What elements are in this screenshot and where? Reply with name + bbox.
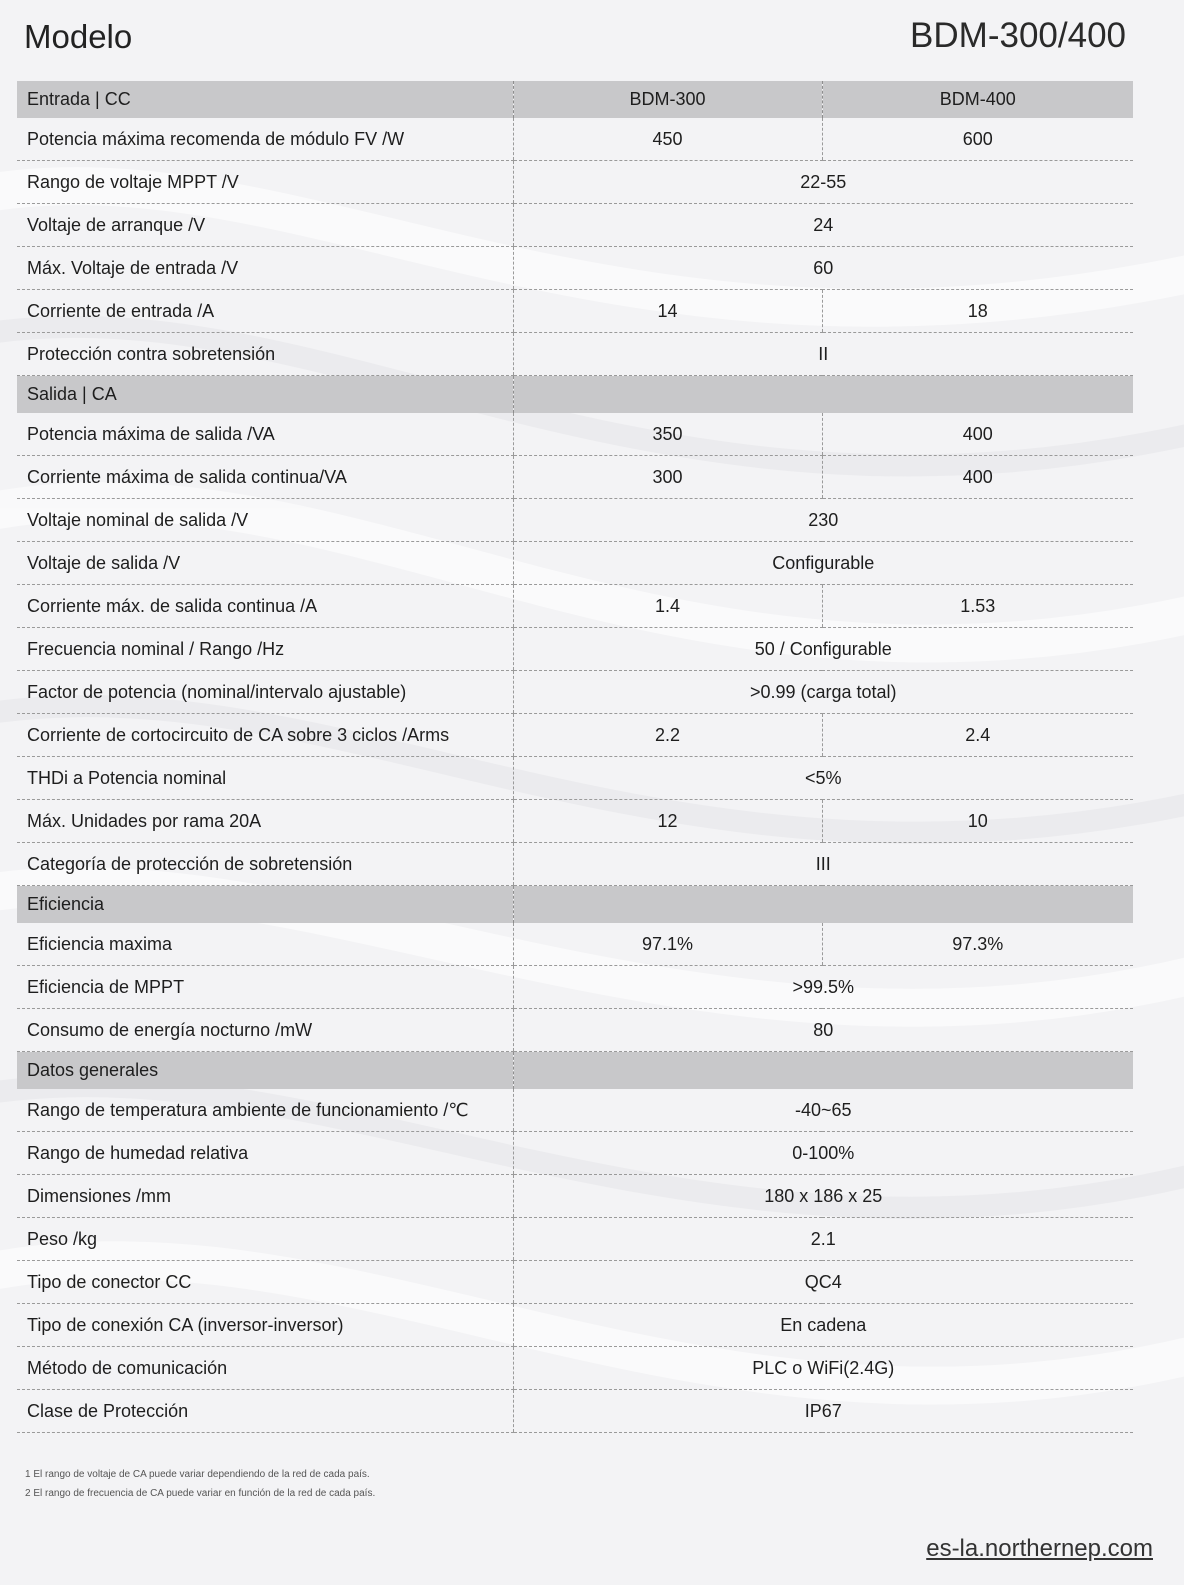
spec-row <box>17 923 1133 966</box>
spec-value: Configurable <box>513 542 1133 585</box>
spec-value: 50 / Configurable <box>513 628 1133 671</box>
spec-value: 400 <box>822 456 1133 499</box>
spec-row <box>17 843 1133 886</box>
spec-value: 300 <box>513 456 822 499</box>
spec-label: Frecuencia nominal / Rango /Hz <box>17 628 513 671</box>
spec-row <box>17 1132 1133 1175</box>
spec-label: Categoría de protección de sobretensión <box>17 843 513 886</box>
spec-value: IP67 <box>513 1390 1133 1433</box>
spec-label: Tipo de conexión CA (inversor-inversor) <box>17 1304 513 1347</box>
spec-value: 1.53 <box>822 585 1133 628</box>
section-header <box>17 1052 1133 1090</box>
spec-row <box>17 757 1133 800</box>
spec-row <box>17 1261 1133 1304</box>
spec-label: Voltaje de arranque /V <box>17 204 513 247</box>
spec-row <box>17 499 1133 542</box>
spec-value: 2.4 <box>822 714 1133 757</box>
spec-label: Dimensiones /mm <box>17 1175 513 1218</box>
spec-row <box>17 118 1133 161</box>
spec-row <box>17 1347 1133 1390</box>
page-title: Modelo <box>24 18 133 55</box>
spec-value: 180 x 186 x 25 <box>513 1175 1133 1218</box>
spec-value: 80 <box>513 1009 1133 1052</box>
column-header: BDM-400 <box>822 81 1133 118</box>
spec-value: 350 <box>513 413 822 456</box>
spec-label: Máx. Unidades por rama 20A <box>17 800 513 843</box>
section-blank <box>513 1052 1133 1090</box>
spec-label: Corriente máx. de salida continua /A <box>17 585 513 628</box>
spec-label: Eficiencia maxima <box>17 923 513 966</box>
section-header <box>17 376 1133 414</box>
spec-value: 400 <box>822 413 1133 456</box>
spec-label: Eficiencia de MPPT <box>17 966 513 1009</box>
section-blank <box>513 886 1133 924</box>
footnote: 1 El rango de voltaje de CA puede variar dependiendo de la red de cada país. <box>25 1469 370 1480</box>
spec-label: Corriente máxima de salida continua/VA <box>17 456 513 499</box>
spec-label: Voltaje nominal de salida /V <box>17 499 513 542</box>
spec-value: -40~65 <box>513 1089 1133 1132</box>
spec-label: Factor de potencia (nominal/intervalo ajustable) <box>17 671 513 714</box>
spec-table <box>17 81 1133 1433</box>
section-title: Salida | CA <box>17 376 513 414</box>
spec-value: <5% <box>513 757 1133 800</box>
spec-value: 450 <box>513 118 822 161</box>
spec-row <box>17 714 1133 757</box>
spec-value: PLC o WiFi(2.4G) <box>513 1347 1133 1390</box>
spec-value: 10 <box>822 800 1133 843</box>
footnotes <box>25 1465 375 1503</box>
spec-value: En cadena <box>513 1304 1133 1347</box>
spec-row <box>17 800 1133 843</box>
spec-value: 24 <box>513 204 1133 247</box>
spec-label: Clase de Protección <box>17 1390 513 1433</box>
spec-row <box>17 1009 1133 1052</box>
spec-row <box>17 413 1133 456</box>
spec-row <box>17 456 1133 499</box>
spec-label: Rango de humedad relativa <box>17 1132 513 1175</box>
spec-value: 1.4 <box>513 585 822 628</box>
spec-label: Máx. Voltaje de entrada /V <box>17 247 513 290</box>
spec-label: Rango de voltaje MPPT /V <box>17 161 513 204</box>
spec-row <box>17 290 1133 333</box>
spec-value: QC4 <box>513 1261 1133 1304</box>
spec-row <box>17 247 1133 290</box>
section-title: Entrada | CC <box>17 81 513 118</box>
spec-row <box>17 1218 1133 1261</box>
spec-row <box>17 628 1133 671</box>
section-title: Eficiencia <box>17 886 513 924</box>
spec-label: Consumo de energía nocturno /mW <box>17 1009 513 1052</box>
spec-row <box>17 542 1133 585</box>
spec-label: Voltaje de salida /V <box>17 542 513 585</box>
section-title: Datos generales <box>17 1052 513 1090</box>
section-blank <box>513 376 1133 414</box>
section-header <box>17 81 1133 118</box>
spec-row <box>17 161 1133 204</box>
spec-row <box>17 1390 1133 1433</box>
spec-label: Corriente de cortocircuito de CA sobre 3 ciclos /Arms <box>17 714 513 757</box>
spec-value: 97.1% <box>513 923 822 966</box>
spec-value: 2.1 <box>513 1218 1133 1261</box>
spec-row <box>17 671 1133 714</box>
spec-label: Peso /kg <box>17 1218 513 1261</box>
website-link[interactable]: es-la.northernep.com <box>926 1535 1153 1562</box>
spec-value: 22-55 <box>513 161 1133 204</box>
spec-row <box>17 1175 1133 1218</box>
spec-value: >99.5% <box>513 966 1133 1009</box>
spec-value: 97.3% <box>822 923 1133 966</box>
spec-row <box>17 585 1133 628</box>
section-header <box>17 886 1133 924</box>
spec-label: Rango de temperatura ambiente de funcionamiento /℃ <box>17 1089 513 1132</box>
spec-row <box>17 333 1133 376</box>
spec-value: II <box>513 333 1133 376</box>
spec-label: Protección contra sobretensión <box>17 333 513 376</box>
column-header: BDM-300 <box>513 81 822 118</box>
spec-row <box>17 966 1133 1009</box>
spec-value: 18 <box>822 290 1133 333</box>
model-name: BDM-300/400 <box>910 16 1126 55</box>
spec-value: >0.99 (carga total) <box>513 671 1133 714</box>
spec-row <box>17 1304 1133 1347</box>
spec-label: Potencia máxima recomenda de módulo FV /W <box>17 118 513 161</box>
spec-value: 14 <box>513 290 822 333</box>
spec-value: 12 <box>513 800 822 843</box>
spec-label: Corriente de entrada /A <box>17 290 513 333</box>
spec-value: 60 <box>513 247 1133 290</box>
spec-value: III <box>513 843 1133 886</box>
footnote: 2 El rango de frecuencia de CA puede variar en función de la red de cada país. <box>25 1488 376 1499</box>
spec-label: Método de comunicación <box>17 1347 513 1390</box>
spec-label: Tipo de conector CC <box>17 1261 513 1304</box>
spec-value: 2.2 <box>513 714 822 757</box>
spec-label: Potencia máxima de salida /VA <box>17 413 513 456</box>
spec-row <box>17 1089 1133 1132</box>
spec-value: 600 <box>822 118 1133 161</box>
spec-row <box>17 204 1133 247</box>
spec-value: 0-100% <box>513 1132 1133 1175</box>
spec-value: 230 <box>513 499 1133 542</box>
spec-label: THDi a Potencia nominal <box>17 757 513 800</box>
